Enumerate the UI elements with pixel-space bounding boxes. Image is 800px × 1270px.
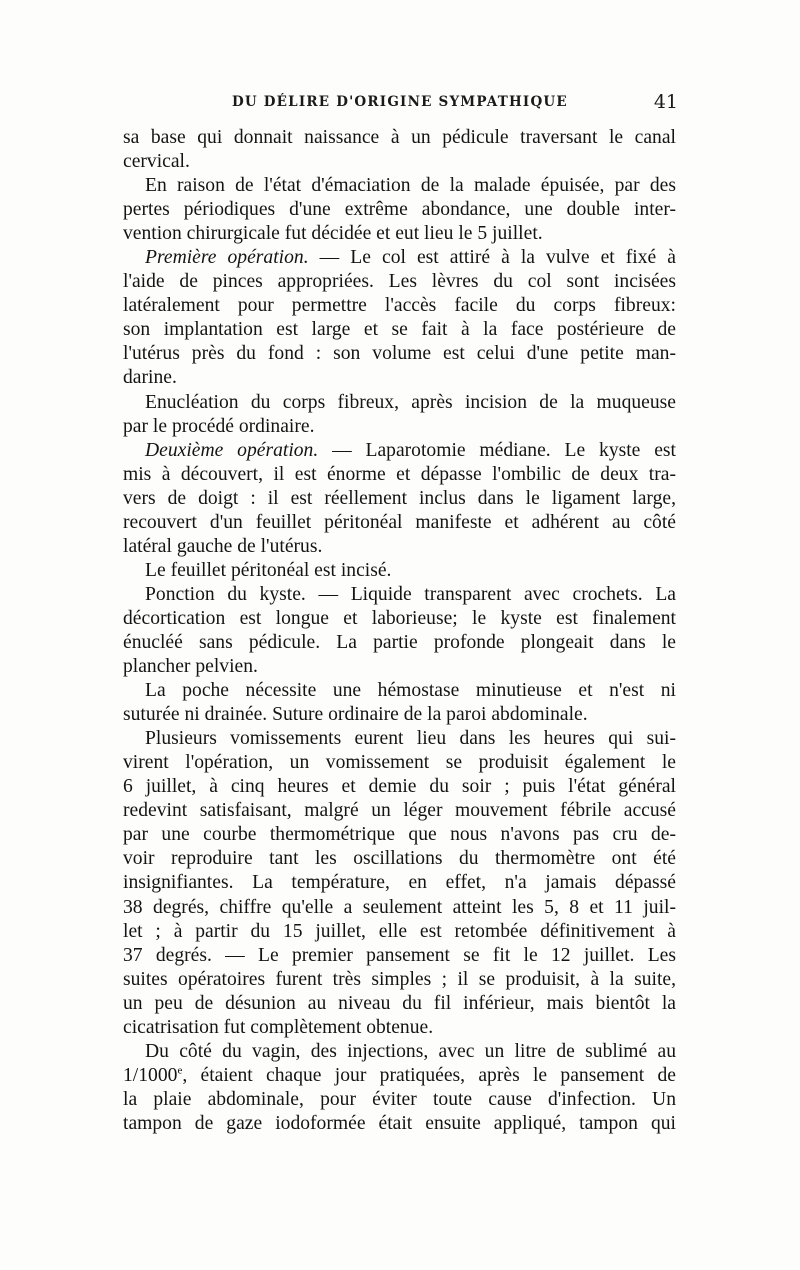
text-line: cicatrisation fut complètement obtenue.: [123, 1016, 434, 1038]
text-line: plancher pelvien.: [123, 656, 258, 678]
text-line: l'utérus près du fond : son volume est celui d'une petite man-: [123, 343, 676, 365]
text-line: Deuxième opération. — Laparotomie médiane. Le kyste est: [145, 439, 676, 461]
text-line: décortication est longue et laborieuse; le kyste est finalement: [123, 607, 676, 629]
body-text: [123, 126, 676, 1136]
text-line: pertes périodiques d'une extrême abondance, une double inter-: [123, 199, 676, 221]
text-line: énucléé sans pédicule. La partie profonde plongeait dans le: [123, 631, 676, 653]
text-line: vention chirurgicale fut décidée et eut lieu le 5 juillet.: [123, 223, 543, 245]
text-line: latéralement pour permettre l'accès facile du corps fibreux:: [123, 295, 676, 317]
text-line: La poche nécessite une hémostase minutieuse et n'est ni: [145, 680, 676, 702]
text-line: tampon de gaze iodoformée était ensuite appliqué, tampon qui: [123, 1112, 676, 1134]
text-line: Le feuillet péritonéal est incisé.: [145, 559, 392, 581]
text-line: sa base qui donnait naissance à un pédicule traversant le canal: [123, 127, 676, 148]
superscript: e: [177, 1064, 183, 1077]
text-line: par le procédé ordinaire.: [123, 415, 315, 437]
text-line: Plusieurs vomissements eurent lieu dans les heures qui sui-: [145, 728, 676, 750]
text-line: par une courbe thermométrique que nous n'avons pas cru de-: [123, 824, 676, 846]
page-number: 41: [653, 91, 678, 113]
running-head-title: DU DÉLIRE D'ORIGINE SYMPATHIQUE: [232, 94, 568, 110]
running-head: [120, 91, 680, 120]
text-line: 37 degrés. — Le premier pansement se fit le 12 juillet. Les: [123, 944, 676, 966]
text-line: Ponction du kyste. — Liquide transparent avec crochets. La: [145, 583, 676, 605]
text-line: Première opération. — Le col est attiré à la vulve et fixé à: [145, 247, 676, 269]
text-line: un peu de désunion au niveau du fil inférieur, mais bientôt la: [123, 992, 676, 1014]
text-line: redevint satisfaisant, malgré un léger mouvement fébrile accusé: [123, 800, 676, 822]
text-line: l'aide de pinces appropriées. Les lèvres du col sont incisées: [123, 271, 676, 293]
text-line: 1/1000e, étaient chaque jour pratiquées, après le pansement de: [123, 1064, 676, 1086]
text-line: latéral gauche de l'utérus.: [123, 535, 323, 557]
text-line: mis à découvert, il est énorme et dépasse l'ombilic de deux tra-: [123, 463, 676, 485]
text-line: Enucléation du corps fibreux, après incision de la muqueuse: [145, 391, 676, 413]
text-line: recouvert d'un feuillet péritonéal manifeste et adhérent au côté: [123, 511, 676, 533]
section-lead: Première opération.: [145, 247, 309, 269]
text-line: 6 juillet, à cinq heures et demie du soir ; puis l'état général: [123, 776, 676, 798]
text-line: vers de doigt : il est réellement inclus dans le ligament large,: [123, 487, 676, 509]
text-line: suites opératoires furent très simples ; il se produisit, à la suite,: [123, 968, 676, 990]
text-line: cervical.: [123, 151, 190, 173]
text-line: En raison de l'état d'émaciation de la malade épuisée, par des: [145, 175, 676, 197]
text-line: son implantation est large et se fait à la face postérieure de: [123, 319, 676, 341]
text-line: suturée ni drainée. Suture ordinaire de la paroi abdominale.: [123, 704, 588, 726]
text-line: darine.: [123, 367, 177, 389]
text-line: insignifiantes. La température, en effet, n'a jamais dépassé: [123, 872, 676, 894]
text-line: Du côté du vagin, des injections, avec un litre de sublimé au: [145, 1040, 676, 1062]
text-line: 38 degrés, chiffre qu'elle a seulement atteint les 5, 8 et 11 juil-: [123, 896, 676, 918]
text-line: la plaie abdominale, pour éviter toute cause d'infection. Un: [123, 1088, 676, 1110]
text-line: let ; à partir du 15 juillet, elle est retombée définitivement à: [123, 920, 676, 942]
text-line: virent l'opération, un vomissement se produisit également le: [123, 752, 676, 774]
section-lead: Deuxième opération.: [145, 439, 319, 461]
text-line: voir reproduire tant les oscillations du thermomètre ont été: [123, 848, 676, 870]
